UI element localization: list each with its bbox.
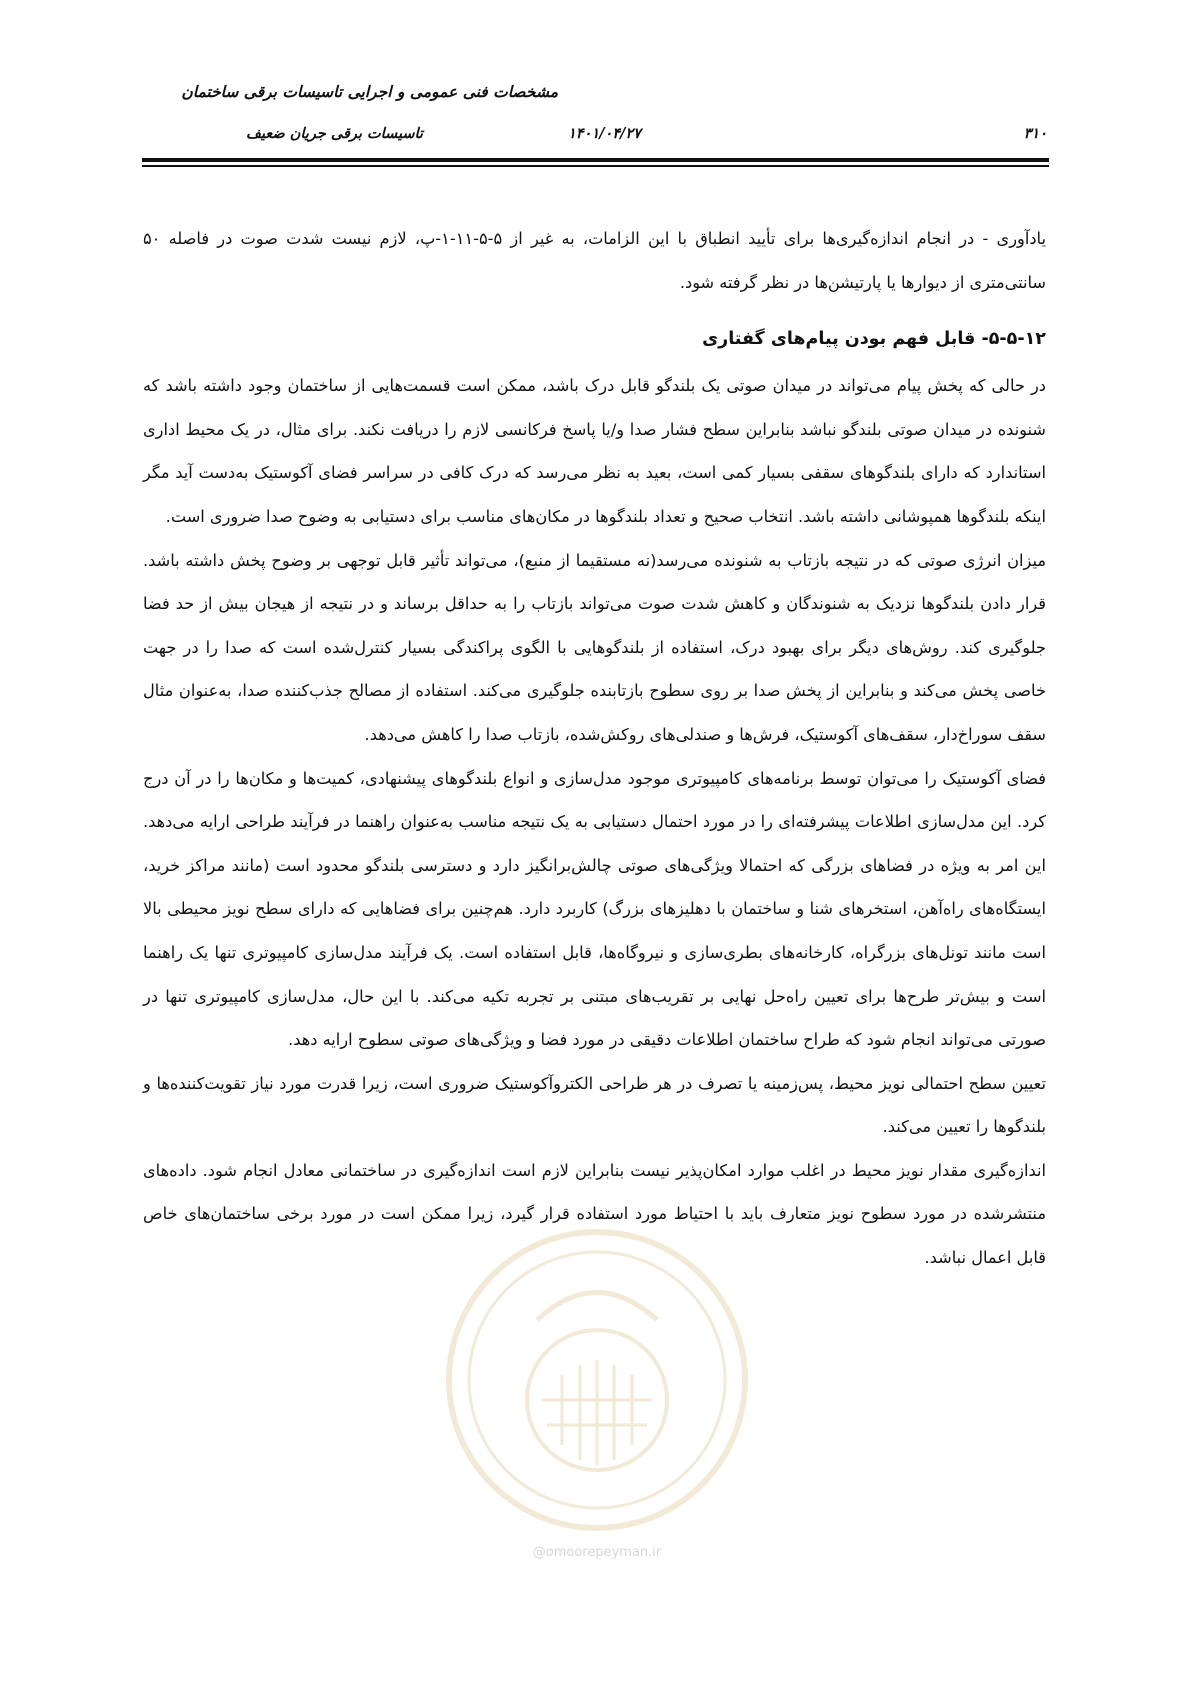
paragraph: در حالی که پخش پیام می‌تواند در میدان صوتی یک بلندگو قابل درک باشد، ممکن است قسمت‌هایی از ساختمان وجود داشته باشد که شنونده در میدان صوتی بلندگو نباشد بنابراین سطح فشار صدا و/یا پاسخ فرکانسی لازم را دریافت نکند. برای مثال، در یک محیط اداری استاندارد که دارای بلندگوهای سقفی بسیار کمی است، بعید به نظر می‌رسد که درک کافی در سراسر فضای آکوستیک به‌دست آید مگر اینکه بلندگوها همپوشانی داشته باشد. انتخاب صحیح و تعداد بلندگوها در مکان‌های مناسب برای دستیابی به وضوح صدا ضروری است. [143,376,1046,526]
watermark-url: @omoorepeyman.ir [532,1545,662,1560]
header-row [148,125,1047,147]
header-divider-thin [142,165,1049,167]
paragraph: فضای آکوستیک را می‌توان توسط برنامه‌های کامپیوتری موجود مدل‌سازی و انواع بلندگوهای پیشنهادی، کمیت‌ها و مکان‌ها را در آن درج کرد. این مدل‌سازی اطلاعات پیشرفته‌ای را در مورد احتمال دستیابی به یک نتیجه مناسب به‌عنوان راهنما در فرآیند طراحی ارایه می‌دهد. این امر به ویژه در فضاهای بزرگی که احتمالا ویژگی‌های صوتی چالش‌برانگیز دارد و دسترسی بلندگو محدود است (مانند مراکز خرید، ایستگاه‌های راه‌آهن، استخرهای شنا و ساختمان با دهلیزهای بزرگ) کاربرد دارد. هم‌چنین برای فضاهایی که دارای سطح نویز محیطی بالا است مانند تونل‌های بزرگراه، کارخانه‌های بطری‌سازی و نیروگاه‌ها، قابل استفاده است. یک فرآیند مدل‌سازی کامپیوتری تنها یک راهنما است و بیش‌تر طرح‌ها برای تعیین راه‌حل نهایی بر تقریب‌های مبتنی بر تجربه تکیه می‌کند. با این حال، مدل‌سازی کامپیوتری تنها در صورتی می‌تواند انجام شود که طراح ساختمان اطلاعات دقیقی در مورد فضا و ویژگی‌های صوتی سطوح ارایه دهد. [143,768,1046,1050]
page-number: ۳۱۰ [1023,125,1047,142]
header-document-title: مشخصات فنی عمومی و اجرایی تاسیسات برقی ساختمان [181,82,558,101]
header-section-subtitle: تاسیسات برقی جریان ضعیف [246,125,423,142]
paragraph: تعیین سطح احتمالی نویز محیط، پس‌زمینه یا تصرف در هر طراحی الکتروآکوستیک ضروری است، زیرا قدرت مورد نیاز تقویت‌کننده‌ها و بلندگوها را تعیین می‌کند. [143,1073,1046,1137]
document-body [143,217,1046,1280]
paragraph: میزان انرژی صوتی که در نتیجه بازتاب به شنونده می‌رسد(نه مستقیما از منبع)، می‌تواند تأثیر قابل توجهی بر وضوح پخش داشته باشد. قرار دادن بلندگوها نزدیک به شنوندگان و کاهش شدت صوت می‌تواند بازتاب را به حداقل برساند و در نتیجه از هیجان بیش از حد فضا جلوگیری کند. روش‌های دیگر برای بهبود درک، استفاده از بلندگوهایی با الگوی پراکندگی بسیار کنترل‌شده است که صدا را در جهت خاصی پخش می‌کند و بنابراین از پخش صدا بر روی سطوح بازتابنده جلوگیری می‌کند. استفاده از مصالح جذب‌کننده صدا، به‌عنوان مثال سقف سوراخ‌دار، سقف‌های آکوستیک، فرش‌ها و صندلی‌های روکش‌شده، بازتاب صدا را کاهش می‌دهد. [143,550,1046,744]
header-divider-thick [142,158,1049,162]
paragraph: اندازه‌گیری مقدار نویز محیط در اغلب موارد امکان‌پذیر نیست بنابراین لازم است اندازه‌گیری در ساختمانی معادل انجام شود. داده‌های منتشرشده در مورد سطوح نویز متعارف باید با احتیاط مورد استفاده قرار گیرد، زیرا ممکن است در مورد برخی ساختمان‌های خاص قابل اعمال نباشد. [143,1160,1046,1268]
section-heading: ۵-۵-۱۲- قابل فهم بودن پیام‌های گفتاری [702,329,1046,350]
note-paragraph: یادآوری - در انجام اندازه‌گیری‌ها برای تأیید انطباق با این الزامات، به غیر از ۵-۵-۱۱-۱-پ، لازم نیست شدت صوت در فاصله ۵۰ سانتی‌متری از دیوارها یا پارتیشن‌ها در نظر گرفته شود. [143,229,1046,292]
header-date: ۱۴۰۱/۰۴/۲۷ [568,125,641,142]
